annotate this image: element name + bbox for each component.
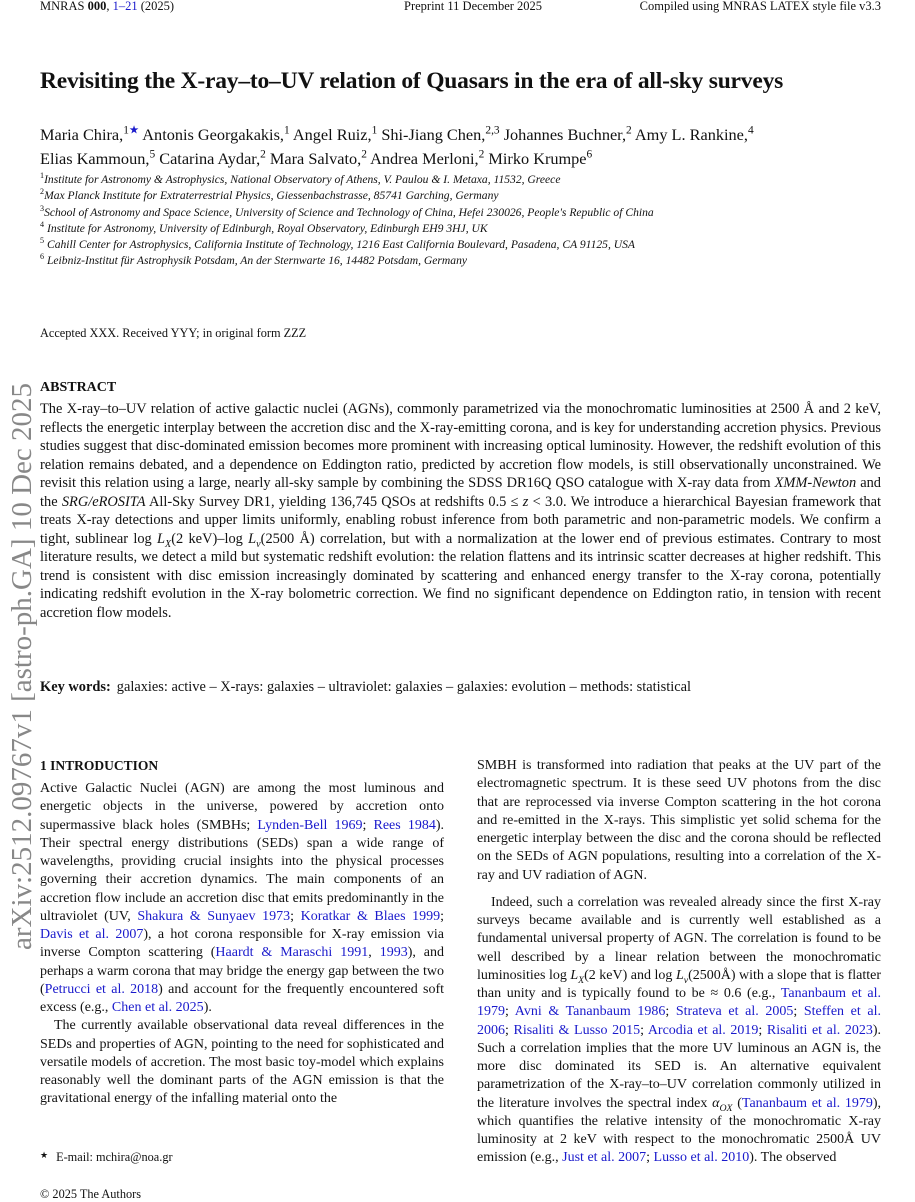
affiliation [40,221,900,237]
section-heading-introduction: 1 INTRODUCTION [40,758,159,773]
text-run: and the [40,475,881,510]
bold-text: 000 [87,0,107,13]
journal-reference [40,0,174,14]
affiliation-text: Max Planck Institute for Extraterrestrial Physics, Giessenbachstrasse, 85741 Garching, Germany [44,189,499,203]
text-run: Antonis Georgakakis, [139,125,284,144]
affiliation [40,172,900,188]
affiliation [40,237,900,253]
keywords-label: Key words: [40,679,111,695]
text-run: ; [505,1022,514,1038]
footnote-email: E-mail: mchira@noa.gr [56,1150,173,1164]
copyright: © 2025 The Authors [40,1187,141,1201]
paper-title: Revisiting the X-ray–to–UV relation of Quasars in the era of all-sky surveys [40,68,784,94]
affiliation-number: 1 [40,171,45,181]
author-list [40,123,915,171]
text-run: Andrea Merloni, [366,149,479,168]
text-run: ; [440,908,445,924]
paragraph [477,757,881,885]
citation-link[interactable]: Lusso et al. 2010 [653,1150,750,1166]
text-run: ; [290,908,301,924]
keywords [40,679,691,696]
text-run: Angel Ruiz, [289,125,372,144]
text-run: Amy L. Rankine, [631,125,748,144]
italic-text: z [522,493,529,510]
footnote-mark: ★ [40,1150,49,1160]
abstract-text [40,400,881,623]
citation-link[interactable]: Haardt & Maraschi 1991 [215,945,369,961]
text-run: The X-ray–to–UV relation of active galactic nuclei (AGNs), commonly parametrized via the monochromatic luminosities at 2500 Å and 2 keV, reflects the energetic interplay between the accretion disc and the X-ray-emitting corona, and is key for understanding accretion physics. Previous studies suggest that disc-dominated emission becomes more prominent with increasing optical luminosity. However, the redshift evolution of this relation remains debated, and a dependence on Eddington ratio, predicted by accretion flow models, is still observationally unconstrained. We revisit this relation using a large, nearly all-sky sample by combining the SDSS DR16Q QSO catalogue with X-ray data from [40,401,881,492]
citation-link[interactable]: Shakura & Sunyaev 1973 [137,908,291,924]
text-run: ; [665,1004,676,1020]
intro-column-2 [477,757,881,1168]
superscript: 2,3 [485,124,500,137]
text-run: (2 keV) and log [584,967,676,983]
subscript: X [165,538,172,550]
accepted-note: Accepted XXX. Received YYY; in original form ZZZ [40,326,307,340]
footnote [40,1150,173,1165]
text-run: SMBH is transformed into radiation that peaks at the UV part of the electromagnetic spectrum. It is these seed UV photons from the disc that are reprocessed via inverse Compton scattering in the hot corona and re-emitted in the X-rays. This simplistic yet solid schema for the energetic interplay between the disc and the corona should be reflected on the SEDs of AGN populations, resulting into a correlation of the X-ray and UV radiation of AGN. [477,758,881,883]
text-run: ), a hot corona responsible for X-ray emission via inverse Compton scattering ( [40,927,444,961]
subscript: ν [256,538,261,550]
paragraph [40,1017,444,1108]
text-run: Mara Salvato, [265,149,362,168]
citation-link[interactable]: Tananbaum et al. 1979 [477,986,882,1020]
preprint-date: Preprint 11 December 2025 [404,0,543,13]
superscript: 1 [284,124,290,137]
text-run: (2500Å) with a slope that is flatter than unity and is typically found to be ≈ 0.6 (e.g., [477,967,881,1001]
compiled-note: Compiled using MNRAS LATEX style file v3.3 [639,0,881,13]
superscript: 2 [260,148,266,161]
text-run: ; [505,1004,515,1020]
text-run: (2025) [137,0,175,13]
text-run: ( [732,1095,742,1111]
italic-text: L [157,530,166,547]
superscript: 2 [478,148,485,161]
text-run: ), which quantifies the relative intensity of the monochromatic X-ray luminosity at 2 keV with respect to the monochromatic 2500Å UV emission (e.g., [477,1095,881,1166]
subscript: OX [719,1102,733,1114]
text-run: , [106,0,113,13]
citation-link[interactable]: 1993 [379,945,408,961]
text-run: Elias Kammoun, [40,149,150,168]
citation-link[interactable]: Just et al. 2007 [562,1150,647,1166]
subscript: ν [683,974,689,986]
text-run: ; [646,1150,654,1166]
citation-link[interactable]: 1–21 [112,0,138,13]
subscript: X [578,974,585,986]
arxiv-stamp: arXiv:2512.09767v1 [astro-ph.GA] 10 Dec 2025 [6,382,38,950]
affiliation [40,205,900,221]
citation-link[interactable]: Petrucci et al. 2018 [44,981,159,997]
superscript: 5 [149,148,156,161]
keywords-text: galaxies: active – X-rays: galaxies – ultraviolet: galaxies – galaxies: evolution – methods: statistical [116,679,692,695]
text-run: ) and account for the frequently encountered soft excess (e.g., [40,981,444,1015]
text-run: , [368,945,380,961]
intro-column-1 [40,780,444,1109]
affiliation-number: 3 [40,203,45,213]
text-run: Mirko Krumpe [484,149,587,168]
superscript: 1 [123,124,129,137]
citation-link[interactable]: Koratkar & Blaes 1999 [300,908,441,924]
text-run: ). Their spectral energy distributions (SEDs) span a wide range of wavelengths, providing crucial insights into the physical processes governing their accretion dynamics. The main components of an accretion flow include an accretion disc that emits predominantly in the ultraviolet (UV, [40,817,444,924]
citation-link[interactable]: Strateva et al. 2005 [675,1004,794,1020]
citation-link[interactable]: Chen et al. 2025 [111,1000,204,1015]
citation-link[interactable]: Rees 1984 [373,817,436,833]
italic-text: L [570,967,579,983]
affiliation-text: Cahill Center for Astrophysics, California Institute of Technology, 1216 East California Boulevard, Pasadena, CA 91125, USA [44,238,636,252]
affiliation-number: 6 [40,252,45,262]
citation-link[interactable]: Arcodia et al. 2019 [647,1022,759,1038]
citation-link[interactable]: Lynden-Bell 1969 [257,817,363,833]
citation-link[interactable]: Risaliti et al. 2023 [766,1022,873,1038]
citation-link[interactable]: Steffen et al. 2006 [477,1004,882,1038]
superscript: 4 [747,124,754,137]
affiliation-text: Leibniz-Institut für Astrophysik Potsdam, An der Sternwarte 16, 14482 Potsdam, Germany [44,254,468,268]
italic-text: α [712,1095,720,1111]
text-run: Active Galactic Nuclei (AGN) are among the most luminous and energetic objects in the universe, powered by accretion onto supermassive black holes (SMBHs; [40,781,444,833]
text-run: < 3.0. We introduce a hierarchical Bayesian framework that treats X-ray detections and upper limits uniformly, enabling robust inference from both parametric and non-parametric models. We confirm a tight, sublinear log [40,493,882,547]
text-run: MNRAS [40,0,88,13]
text-run: Catarina Aydar, [155,149,261,168]
italic-text: XMM-Newton [774,475,857,492]
affiliations [40,172,900,270]
text-run: Shi-Jiang Chen, [377,125,486,144]
text-run: ), and perhaps a warm corona that may bridge the energy gap between the two ( [40,945,444,997]
affiliation-text: School of Astronomy and Space Science, University of Science and Technology of China, Hefei 230026, People's Republic of China [44,205,654,219]
citation-link[interactable]: Davis et al. 2007 [40,927,144,942]
paragraph [40,780,444,1017]
superscript: 2 [361,148,367,161]
affiliation-number: 4 [40,220,45,230]
citation-link[interactable]: Risaliti & Lusso 2015 [513,1022,641,1038]
paragraph [477,894,881,1168]
text-run: Maria Chira, [40,125,124,144]
text-run: Indeed, such a correlation was revealed already since the first X-ray surveys became available and is currently well established as a fundamental universal property of AGN. The correlation is found to be well described by a linear relation between the monochromatic luminosities log [477,894,881,983]
affiliation-text: Institute for Astronomy, University of Edinburgh, Royal Observatory, Edinburgh EH9 3HJ, UK [44,221,488,235]
italic-text: SRG/eROSITA [61,493,146,510]
superscript: 6 [586,148,593,161]
italic-text: L [248,530,257,547]
citation-link[interactable]: Avni & Tananbaum 1986 [514,1004,666,1020]
footnote-link[interactable]: ★ [128,124,140,137]
citation-link[interactable]: Tananbaum et al. 1979 [741,1095,873,1111]
affiliation-number: 5 [40,236,45,246]
italic-text: L [675,967,684,983]
text-run: ; [640,1022,648,1038]
superscript: 2 [626,124,632,137]
affiliation [40,188,900,204]
text-run: ; [793,1004,804,1020]
text-run: All-Sky Survey DR1, yielding 136,745 QSOs at redshifts 0.5 ≤ [145,493,523,510]
text-run: ). Such a correlation implies that the more UV luminous an AGN is, the more disc dominated its SED is. An alternative equivalent parametrization of the X-ray–to–UV correlation commonly utilized in the literature involves the spectral index [477,1022,882,1111]
text-run: The currently available observational data reveal differences in the SEDs and properties of AGN, pointing to the need for sophisticated and versatile models of accretion. The most basic toy-model which explains reasonably well the dominant parts of the AGN emission is that the gravitational energy of the infalling material onto the [40,1018,444,1107]
text-run: ). The observed [749,1150,837,1166]
affiliation-text: Institute for Astronomy & Astrophysics, National Observatory of Athens, V. Paulou & I. Metaxa, 11532, Greece [44,173,561,186]
abstract-heading: ABSTRACT [40,380,117,395]
text-run: ; [758,1022,767,1038]
text-run: (2 keV)–log [171,530,249,547]
affiliation-number: 2 [40,187,45,197]
text-run: ; [362,817,374,833]
affiliation [40,253,900,269]
text-run: (2500 Å) correlation, but with a normalization at the lower end of previous estimates. Contrary to most literature results, we detect a mild but systematic redshift evolution: the relation flattens and its intrinsic scatter decreases at higher redshift. This trend is consistent with disc emission increasingly dominated by scattering and enhanced energy transfer to the X-ray corona, potentially indicating redshift evolution in the X-ray bolometric correction. We find no significant dependence on Eddington ratio, in tension with recent accretion flow models. [40,530,881,622]
text-run: Johannes Buchner, [499,125,627,144]
superscript: 1 [371,124,378,137]
text-run: ). [203,1000,212,1015]
